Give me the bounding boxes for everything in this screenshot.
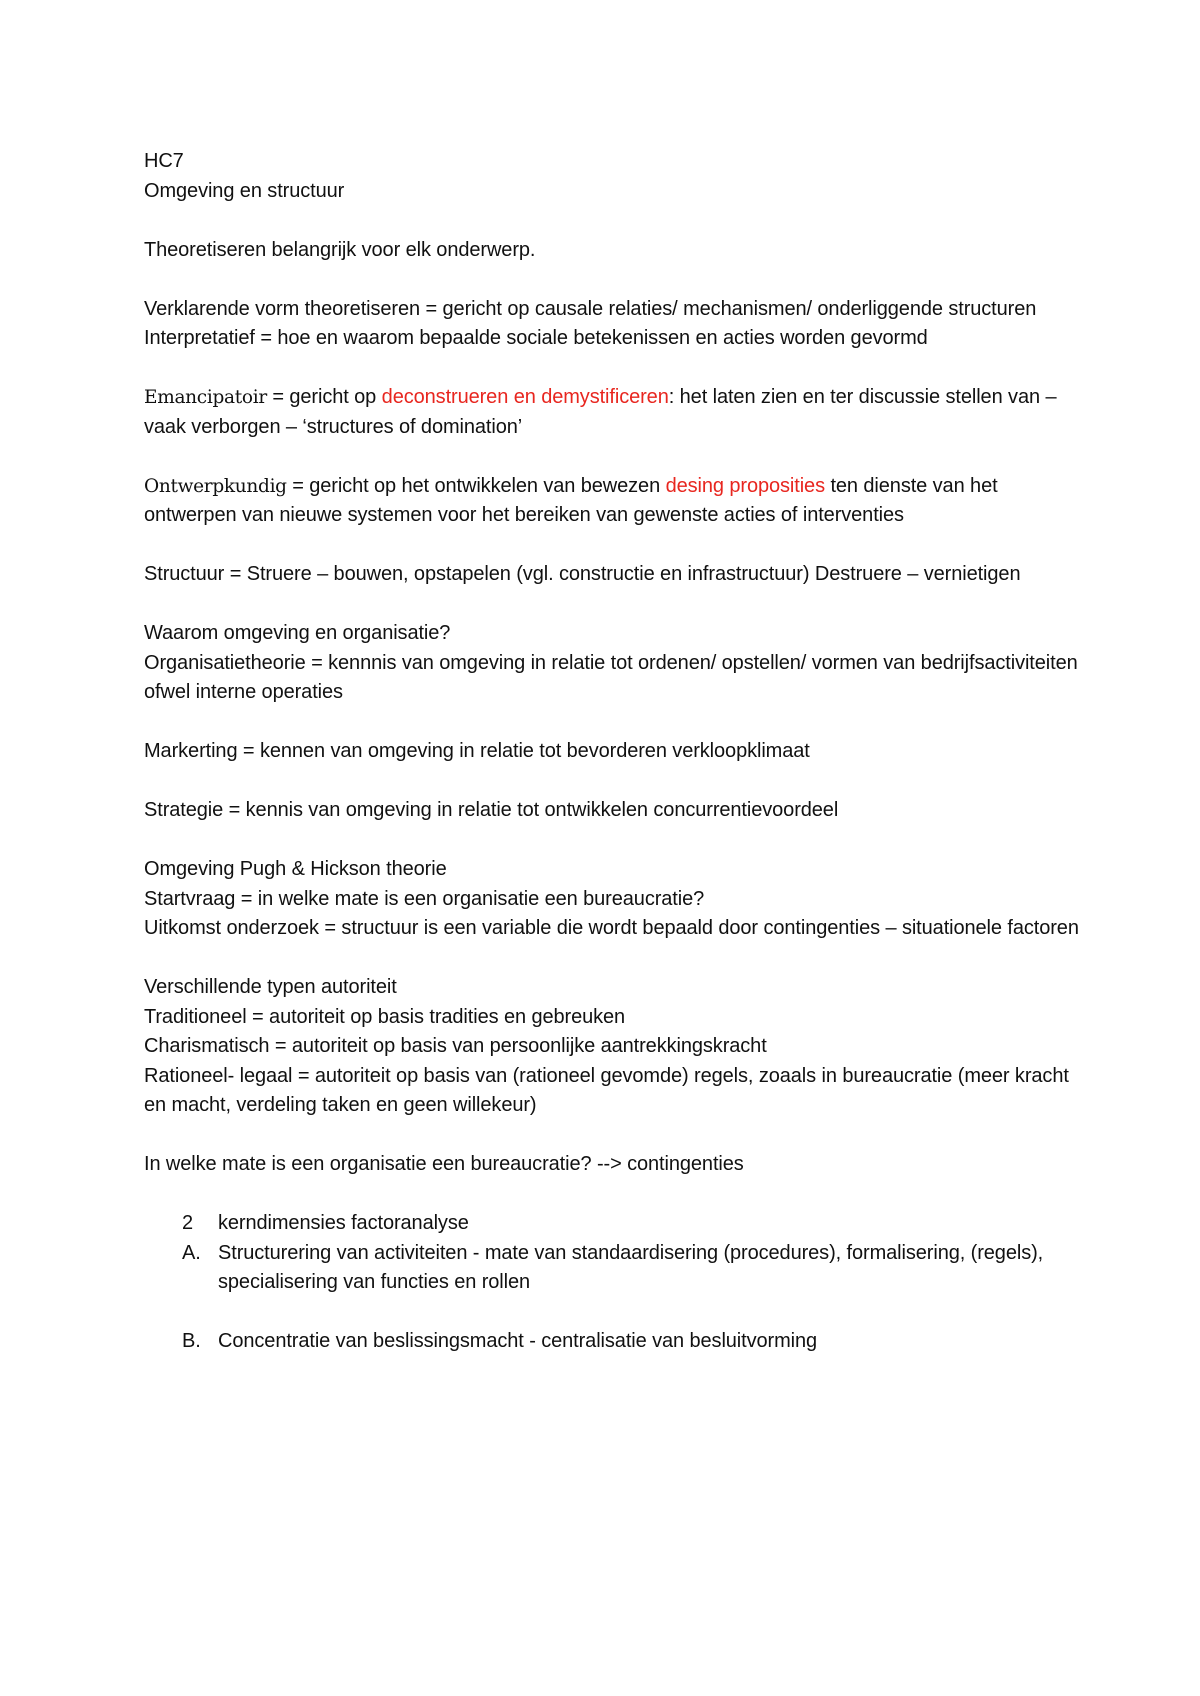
list-item xyxy=(144,1239,1084,1298)
list-marker: A. xyxy=(182,1241,201,1264)
emancipatoir-mid: = gericht op xyxy=(266,386,382,408)
doc-title: Omgeving en structuur xyxy=(144,179,345,202)
section-heading-waarom: Waarom omgeving en organisatie? xyxy=(144,622,451,644)
section-heading-autoriteit: Verschillende typen autoriteit xyxy=(144,976,397,998)
paragraph-contingenties: In welke mate is een organisatie een bureaucratie? --> contingenties xyxy=(144,1153,744,1175)
list-spacer xyxy=(144,1298,1084,1328)
paragraph-organisatietheorie: Organisatietheorie = kennnis van omgeving in relatie tot ordenen/ opstellen/ vormen van bedrijfsactiviteiten ofwel interne operaties xyxy=(144,651,1078,703)
emancipatoir-highlight: deconstrueren en demystificeren xyxy=(381,386,669,408)
list-marker: B. xyxy=(182,1330,201,1352)
list-item-text: Structurering van activiteiten - mate van standaardisering (procedures), formalisering, (regels), specialisering van functies en rollen xyxy=(218,1241,1044,1293)
document-body xyxy=(144,147,1084,1357)
ontwerpkundig-highlight: desing proposities xyxy=(665,474,825,497)
paragraph-structuur: Structuur = Struere – bouwen, opstapelen (vgl. constructie en infrastructuur) Destruere – vernietigen xyxy=(144,563,1021,585)
ontwerpkundig-mid: = gericht op het ontwikkelen van bewezen xyxy=(286,474,666,497)
list-item xyxy=(144,1209,1084,1239)
paragraph-interpretatief: Interpretatief = hoe en waarom bepaalde sociale betekenissen en acties worden gevormd xyxy=(144,327,928,349)
list-item-text: Concentratie van beslissingsmacht - centralisatie van besluitvorming xyxy=(218,1330,818,1352)
section-heading-pugh-hickson: Omgeving Pugh & Hickson theorie xyxy=(144,858,447,880)
paragraph-uitkomst: Uitkomst onderzoek = structuur is een variable die wordt bepaald door contingenties – situationele factoren xyxy=(144,917,1079,939)
term-emancipatoir: Emancipatoir xyxy=(144,387,267,408)
list-item-text: kerndimensies factoranalyse xyxy=(218,1212,469,1234)
paragraph-strategie: Strategie = kennis van omgeving in relatie tot ontwikkelen concurrentievoordeel xyxy=(144,799,839,821)
paragraph-emancipatoir xyxy=(144,383,1084,442)
paragraph-startvraag: Startvraag = in welke mate is een organisatie een bureaucratie? xyxy=(144,887,705,910)
ontwerpkundig-rest: ten dienste van het ontwerpen van nieuwe systemen voor het bereiken van gewenste acties of interventies xyxy=(144,474,998,526)
term-ontwerpkundig: Ontwerpkundig xyxy=(144,475,287,497)
emancipatoir-rest: : het laten zien en ter discussie stellen van – vaak verborgen – ‘structures of domination’ xyxy=(144,386,1057,438)
doc-heading-code: HC7 xyxy=(144,150,184,172)
paragraph-charismatisch: Charismatisch = autoriteit op basis van persoonlijke aantrekkingskracht xyxy=(144,1035,767,1057)
paragraph-ontwerpkundig xyxy=(144,472,1084,531)
paragraph-traditioneel: Traditioneel = autoriteit op basis tradities en gebreuken xyxy=(144,1005,626,1028)
paragraph-marketing: Markerting = kennen van omgeving in relatie tot bevorderen verkloopklimaat xyxy=(144,740,810,762)
dimension-list xyxy=(144,1209,1084,1357)
paragraph-rationeel-legaal: Rationeel- legaal = autoriteit op basis van (rationeel gevomde) regels, zoaals in bureaucratie (meer kracht en macht, verdeling taken en geen willekeur) xyxy=(144,1064,1069,1116)
paragraph-verklarende: Verklarende vorm theoretiseren = gericht op causale relaties/ mechanismen/ onderliggende structuren xyxy=(144,297,1037,320)
list-item xyxy=(144,1327,1084,1357)
list-marker: 2 xyxy=(182,1212,194,1234)
paragraph-theoretiseren: Theoretiseren belangrijk voor elk onderwerp. xyxy=(144,238,536,261)
